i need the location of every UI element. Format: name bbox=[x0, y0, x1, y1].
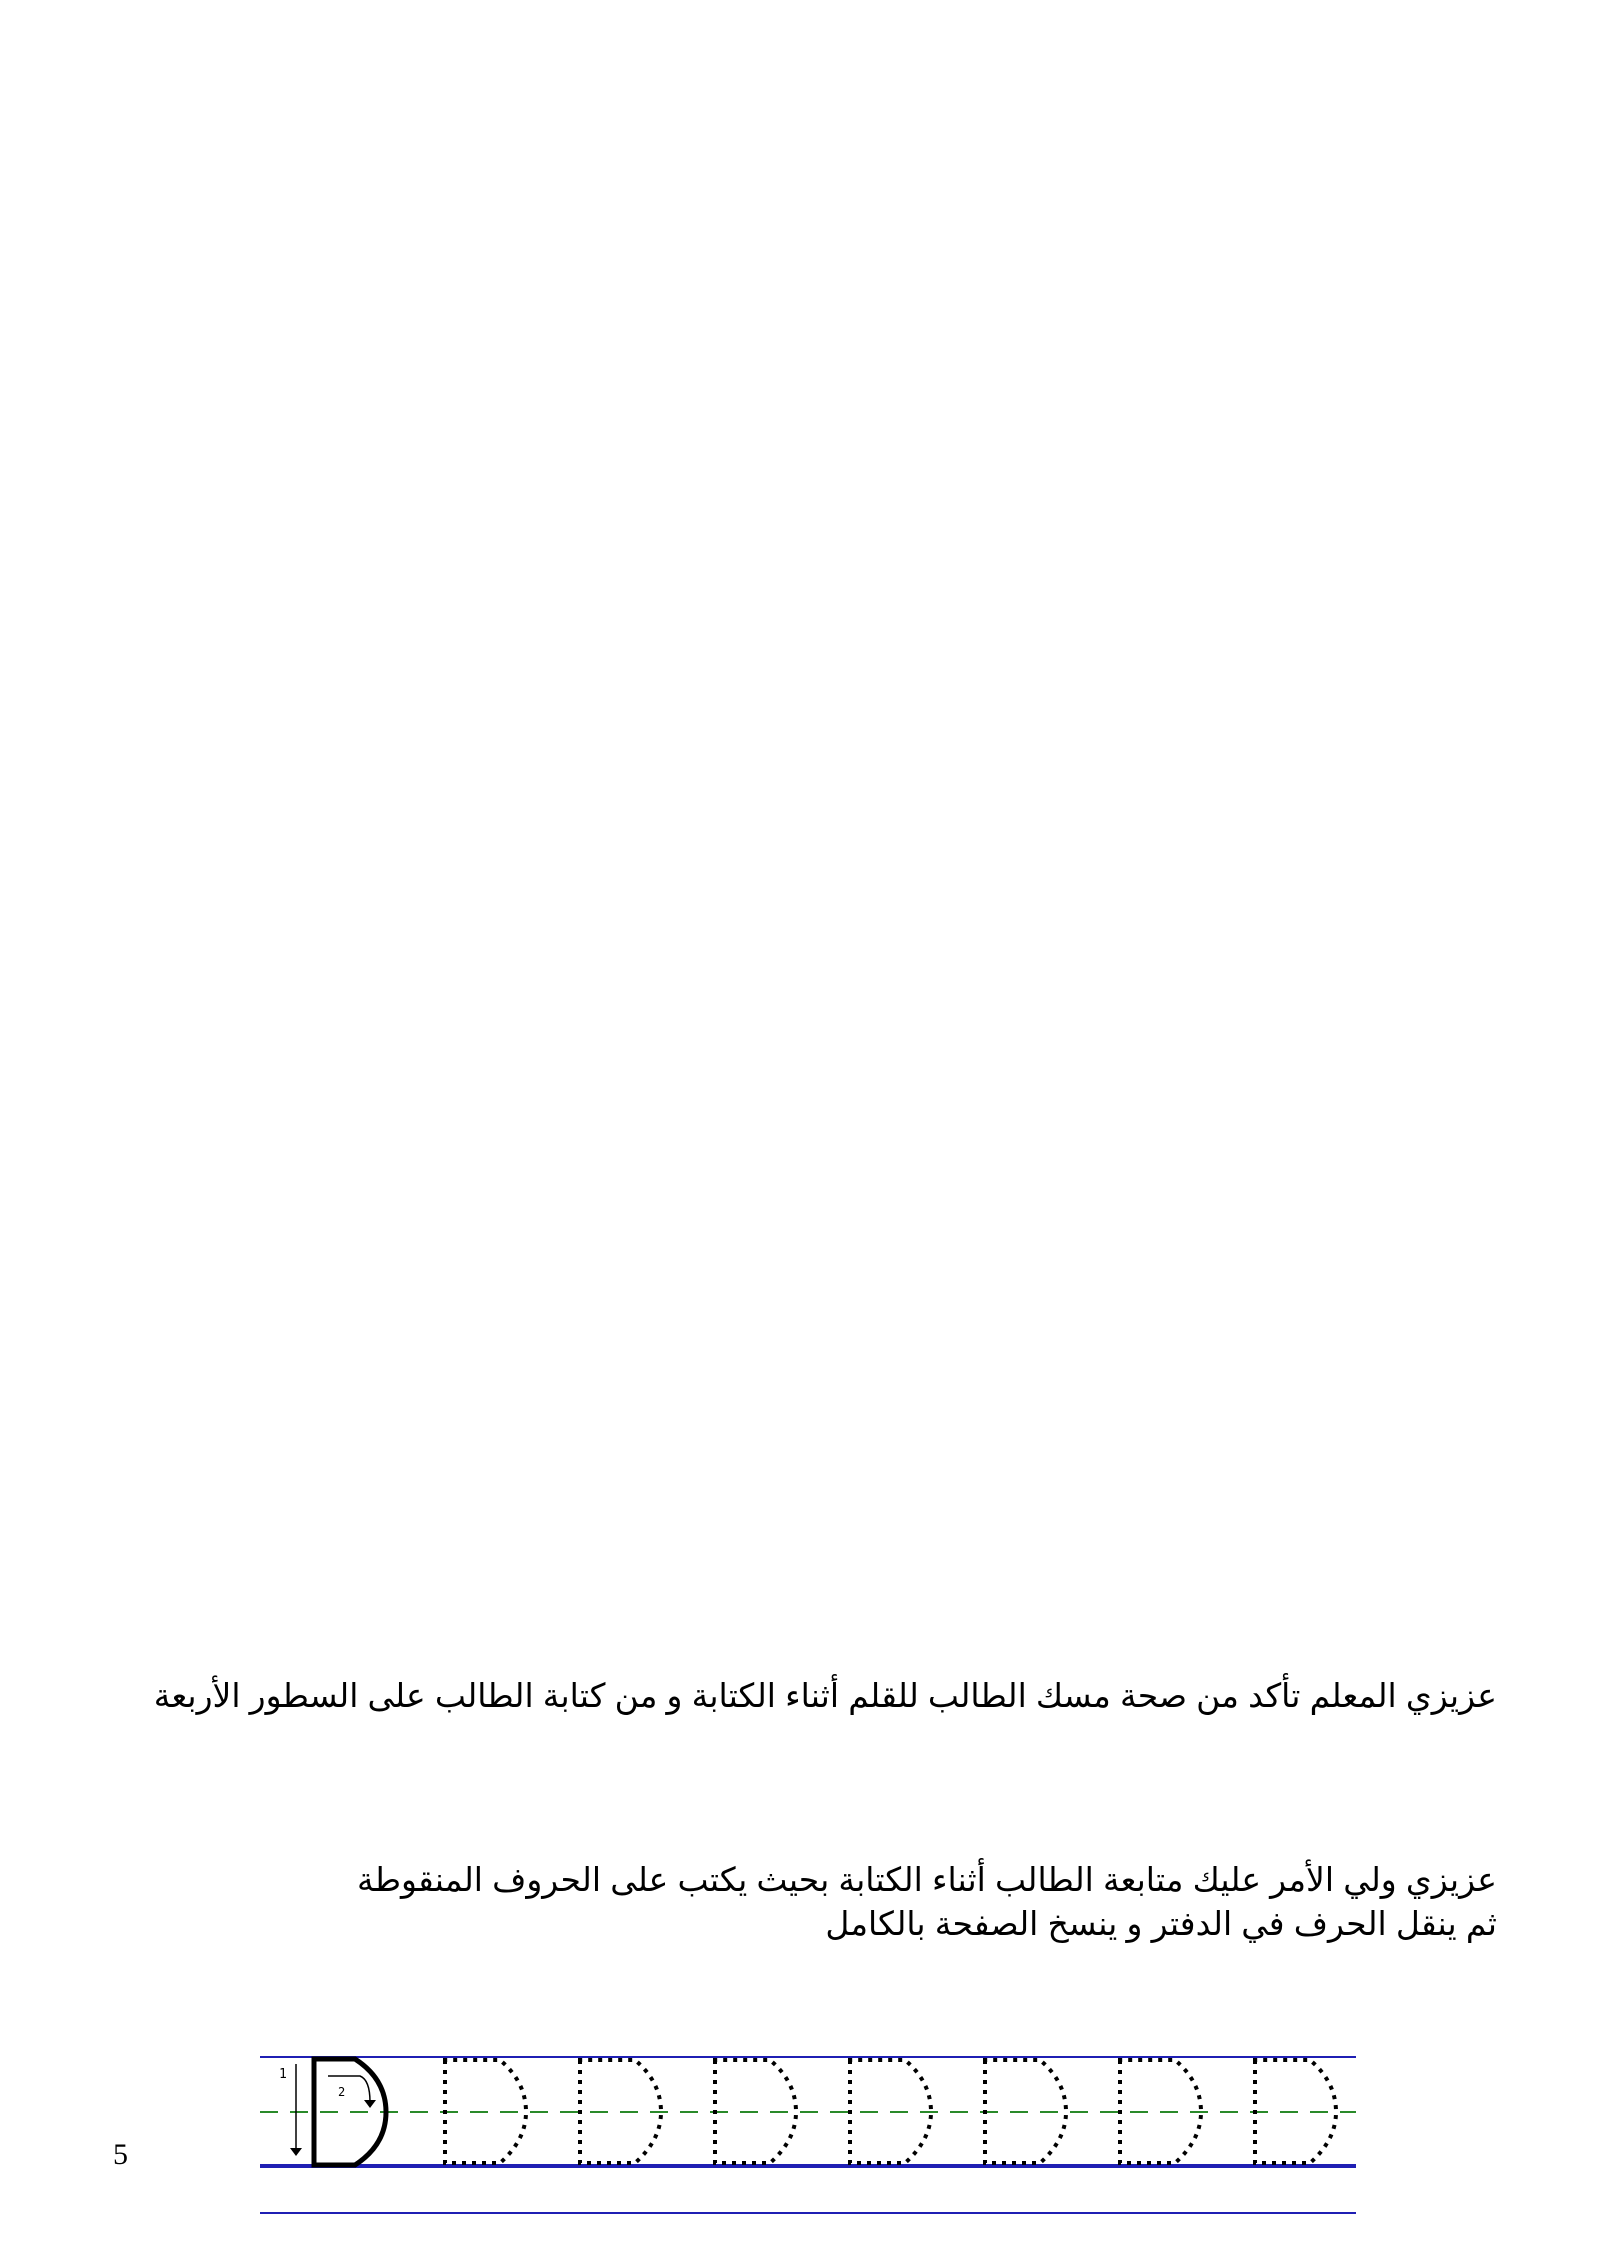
parent-instruction bbox=[357, 1858, 1497, 1946]
parent-instruction-line-1: عزيزي ولي الأمر عليك متابعة الطالب أثناء الكتابة بحيث يكتب على الحروف المنقوطة bbox=[357, 1861, 1497, 1898]
page-number: 5 bbox=[113, 2138, 128, 2171]
handwriting-lines bbox=[260, 2050, 1360, 2230]
svg-text:2: 2 bbox=[338, 2085, 346, 2099]
teacher-instruction: عزيزي المعلم تأكد من صحة مسك الطالب للقلم أثناء الكتابة و من كتابة الطالب على السطور الأربعة bbox=[153, 1677, 1497, 1714]
letter-tracing-strip bbox=[260, 2050, 1360, 2230]
parent-instruction-line-2: ثم ينقل الحرف في الدفتر و ينسخ الصفحة بالكامل bbox=[825, 1905, 1497, 1942]
svg-text:1: 1 bbox=[279, 2067, 287, 2082]
